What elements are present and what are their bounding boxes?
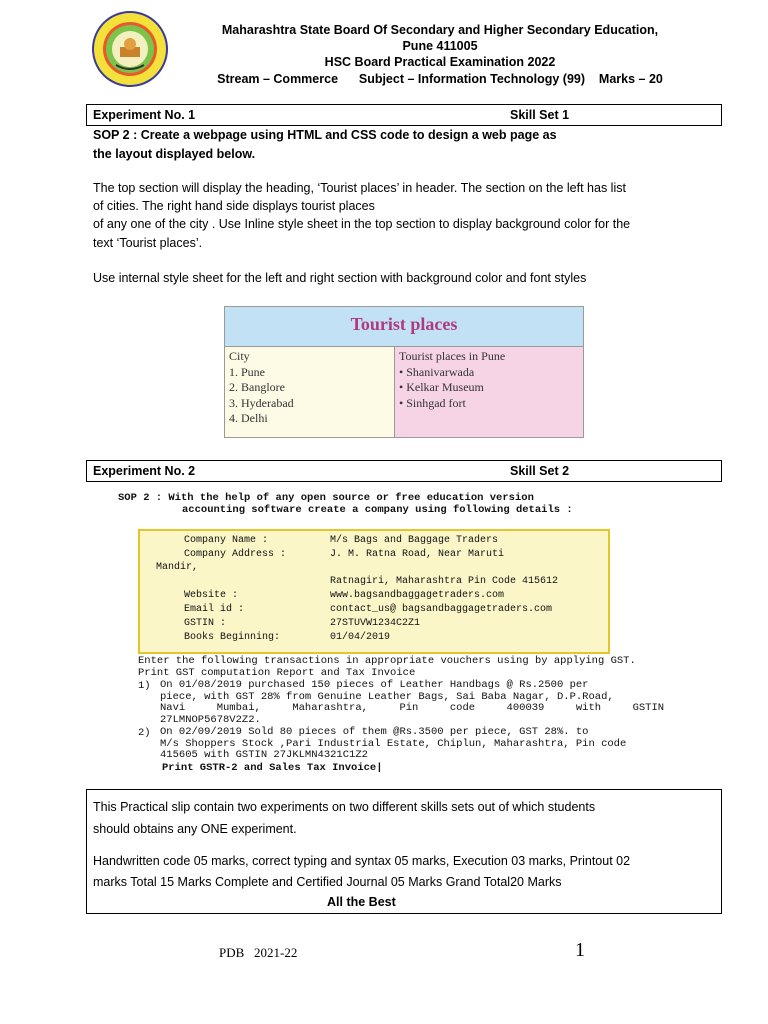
experiment-1-skill-set: Skill Set 1 [510,108,570,122]
books-beginning-value: 01/04/2019 [330,632,391,643]
company-address-line2: Ratnagiri, Maharashtra Pin Code 415612 [330,576,559,587]
books-beginning-label: Books Beginning: [184,632,281,643]
places-list-section [395,347,583,437]
experiment-2-header [86,460,722,482]
exam-title: HSC Board Practical Examination 2022 [324,55,556,69]
place-item: • Kelkar Museum [399,380,484,394]
exp1-desc-line3: of any one of the city . Use Inline style sheet in the top section to display background color for the [93,217,631,231]
t1-line2: piece, with GST 28% from Genuine Leather Bags, Sai Baba Nagar, D.P.Road, [160,690,614,703]
exp1-sop-line2: the layout displayed below. [93,147,256,161]
exp1-desc-line4: text ‘Tourist places’. [93,236,203,250]
note-all-the-best: All the Best [327,895,396,909]
print-instruction: Print GSTR-2 and Sales Tax Invoice| [162,762,383,774]
note-line1: This Practical slip contain two experiments on two different skills sets out of which students [93,800,596,814]
company-address-label: Company Address : [184,549,287,560]
experiment-2-skill-set: Skill Set 2 [510,464,570,478]
gstin-value: 27STUVW1234C2Z1 [330,618,421,629]
experiment-1-title: Experiment No. 1 [93,108,196,122]
exp1-desc-line1: The top section will display the heading, ‘Tourist places’ in header. The section on the left has list [93,181,626,195]
stream-subject-marks: Stream – Commerce Subject – Information Technology (99) Marks – 20 [217,72,663,86]
place-item: • Shanivarwada [399,364,475,379]
board-name: Maharashtra State Board Of Secondary and Higher Secondary Education, [221,23,659,37]
city-list-title: City [229,349,250,363]
tourist-places-figure [224,306,584,438]
email-value: contact_us@ bagsandbaggagetraders.com [330,604,553,615]
company-details-box [138,529,610,654]
t2-line2: M/s Shoppers Stock ,Pari Industrial Estate, Chiplun, Maharashtra, Pin code [160,737,627,750]
company-name-value: M/s Bags and Baggage Traders [330,535,499,546]
note-line4: marks Total 15 Marks Complete and Certified Journal 05 Marks Grand Total20 Marks [93,875,562,889]
instr-line2: Print GST computation Report and Tax Invoice [138,666,416,679]
t2-line3: 415605 with GSTIN 27JKLMN4321C1Z2 [160,749,368,761]
exp1-sop-line1: SOP 2 : Create a webpage using HTML and CSS code to design a web page as [93,128,557,142]
city-list-section [225,347,395,437]
website-label: Website : [184,590,239,601]
t2-line1: On 02/09/2019 Sold 80 pieces of them @Rs.3500 per piece, GST 28%. to [160,726,589,738]
city-item: 2. Banglore [229,380,285,394]
city-item: 4. Delhi [229,411,268,425]
exp1-desc-line2: of cities. The right hand side displays tourist places [93,199,375,213]
exp1-desc-line5: Use internal style sheet for the left and right section with background color and font styles [93,271,587,285]
exp2-sop-block [118,492,618,516]
marks-note-box [86,789,722,914]
t1-line4: 27LMNOP5678V2Z2. [160,713,261,726]
city-item: 3. Hyderabad [229,395,294,410]
t1-line1: On 01/08/2019 purchased 150 pieces of Leather Handbags @ Rs.2500 per [160,679,589,691]
page-number: 1 [575,939,585,961]
transaction-1-number: 1) [138,680,151,692]
exp2-instructions [138,655,636,679]
experiment-2-title: Experiment No. 2 [93,464,196,478]
company-address-value: J. M. Ratna Road, Near Maruti [330,549,505,560]
transaction-2 [160,726,627,762]
transaction-2-number: 2) [138,727,151,739]
instr-line1: Enter the following transactions in appropriate vouchers using by applying GST. [138,655,636,667]
transaction-1 [160,679,665,726]
website-value: www.bagsandbaggagetraders.com [330,590,505,601]
t1-line3: Navi Mumbai, Maharashtra, Pin code 400039 with GSTIN [160,702,665,714]
tourist-places-heading: Tourist places [225,307,583,347]
places-list-title: Tourist places in Pune [399,349,506,363]
gstin-label: GSTIN : [184,618,227,629]
footer-pdb: PDB 2021-22 [219,945,298,960]
experiment-1-header [86,104,722,126]
exp2-sop-line2: accounting software create a company using following details : [182,504,573,516]
exp2-sop-line1: SOP 2 : With the help of any open source or free education version [118,492,534,504]
city-item: 1. Pune [229,364,265,379]
note-line3: Handwritten code 05 marks, correct typing and syntax 05 marks, Execution 03 marks, Printout 02 [93,854,631,868]
board-city: Pune 411005 [402,39,478,53]
note-line2: should obtains any ONE experiment. [93,822,297,836]
company-address-cont: Mandir, [156,562,199,573]
email-label: Email id : [184,604,245,615]
company-name-label: Company Name : [184,535,269,546]
place-item: • Sinhgad fort [399,395,466,410]
